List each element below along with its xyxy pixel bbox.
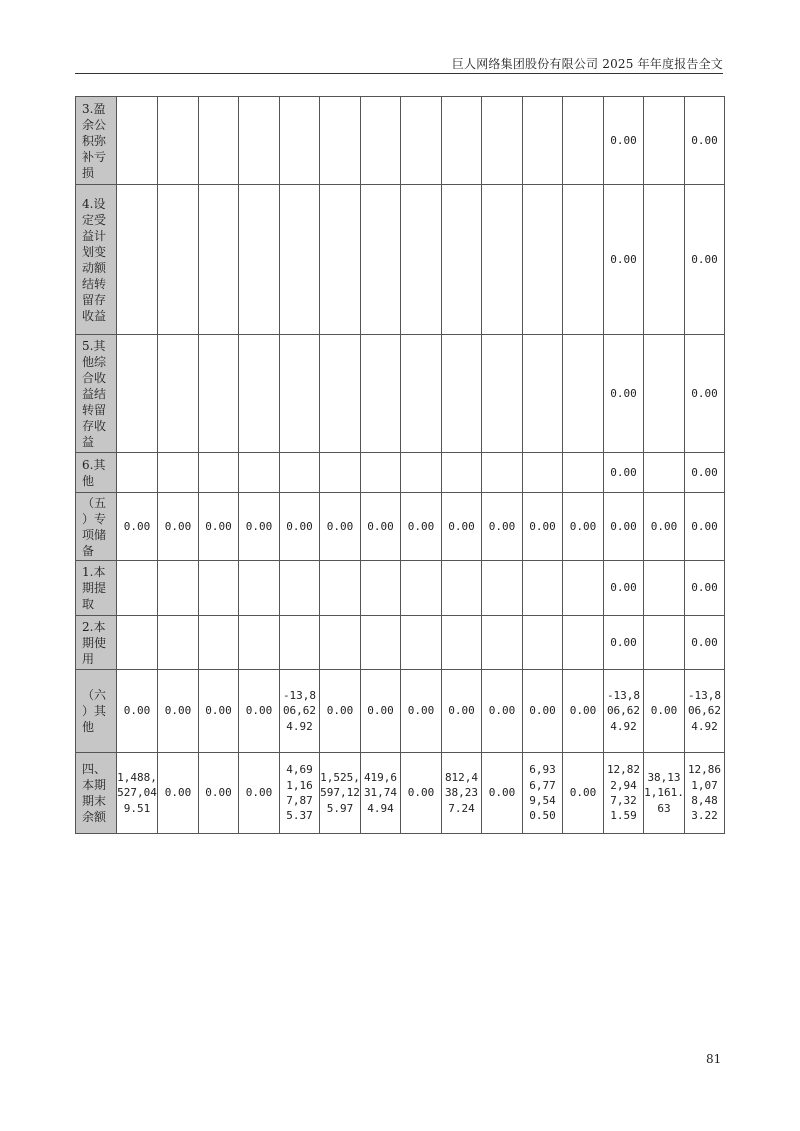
table-cell: 0.00 [117,493,158,561]
row-label: （六）其他 [76,670,117,753]
table-cell [320,335,361,453]
table-cell: 0.00 [239,753,280,834]
table-cell [523,561,563,616]
table-cell [523,616,563,670]
table-cell: 0.00 [199,753,239,834]
table-cell: 0.00 [685,453,725,493]
table-cell [563,185,604,335]
table-cell [401,335,442,453]
table-cell [401,453,442,493]
table-cell [199,453,239,493]
table-cell: 0.00 [644,670,685,753]
table-cell: 0.00 [482,753,523,834]
table-cell: 0.00 [239,493,280,561]
table-cell [563,453,604,493]
table-row [76,97,725,185]
table-cell [199,561,239,616]
table-cell [644,185,685,335]
table-cell: 0.00 [604,561,644,616]
table-cell [117,185,158,335]
table-cell [442,453,482,493]
table-cell: 0.00 [604,616,644,670]
table-cell: 4,691,167,875.37 [280,753,320,834]
row-label: 2.本期使用 [76,616,117,670]
table-cell: 0.00 [482,670,523,753]
table-row [76,561,725,616]
page-header [75,52,723,74]
table-cell [523,335,563,453]
table-cell [442,97,482,185]
table-cell: 0.00 [604,453,644,493]
table-cell [280,97,320,185]
row-label: 3.盈余公积弥补亏损 [76,97,117,185]
table-cell: 0.00 [158,493,199,561]
table-row [76,185,725,335]
table-cell [482,97,523,185]
table-cell: 0.00 [199,493,239,561]
row-label: 4.设定受益计划变动额结转留存收益 [76,185,117,335]
table-cell: 0.00 [158,670,199,753]
table-cell [361,561,401,616]
table-cell [280,561,320,616]
table-cell: -13,806,624.92 [604,670,644,753]
table-cell [199,185,239,335]
table-cell [644,616,685,670]
table-cell: 0.00 [604,185,644,335]
table-cell [401,561,442,616]
table-cell [280,335,320,453]
table-cell: 0.00 [239,670,280,753]
row-label: 四、本期期末余额 [76,753,117,834]
table-cell [482,335,523,453]
table-row [76,670,725,753]
table-cell: 0.00 [320,493,361,561]
report-title: 巨人网络集团股份有限公司 2025 年年度报告全文 [451,57,723,71]
table-cell: 812,438,237.24 [442,753,482,834]
table-cell [523,97,563,185]
table-cell: 1,525,597,125.97 [320,753,361,834]
table-cell [280,453,320,493]
table-cell [239,97,280,185]
table-cell [442,561,482,616]
table-cell [401,97,442,185]
table-cell: 0.00 [685,335,725,453]
table-cell: 0.00 [563,493,604,561]
table-cell [401,616,442,670]
table-cell [644,561,685,616]
table-cell [442,185,482,335]
table-cell [158,335,199,453]
table-cell: 0.00 [401,670,442,753]
table-cell [117,616,158,670]
table-cell [361,616,401,670]
table-cell: 0.00 [401,753,442,834]
table-cell [320,97,361,185]
table-cell: -13,806,624.92 [280,670,320,753]
table-cell: 0.00 [685,616,725,670]
table-cell [158,616,199,670]
table-cell [320,185,361,335]
table-cell: 0.00 [442,670,482,753]
table-cell [523,185,563,335]
row-label: 5.其他综合收益结转留存收益 [76,335,117,453]
table-cell: 0.00 [604,493,644,561]
table-cell [361,453,401,493]
table-cell: 0.00 [442,493,482,561]
table-cell: 0.00 [320,670,361,753]
table-cell: 0.00 [685,97,725,185]
table-cell [442,616,482,670]
page-number: 81 [706,1052,722,1066]
table-cell [199,616,239,670]
table-cell: -13,806,624.92 [685,670,725,753]
equity-changes-table [75,96,725,834]
table-cell: 1,488,527,049.51 [117,753,158,834]
table-cell: 6,936,779,540.50 [523,753,563,834]
table-cell [482,561,523,616]
table-cell [361,185,401,335]
table-cell [239,335,280,453]
table-cell [320,616,361,670]
row-label: 6.其他 [76,453,117,493]
table-cell: 0.00 [361,670,401,753]
table-cell [523,453,563,493]
table-cell [563,97,604,185]
table-cell: 0.00 [685,185,725,335]
table-cell [361,97,401,185]
table-cell [320,453,361,493]
table-cell: 0.00 [158,753,199,834]
table-cell [644,97,685,185]
table-cell: 0.00 [644,493,685,561]
table-row [76,453,725,493]
table-cell: 0.00 [685,561,725,616]
table-cell: 419,631,744.94 [361,753,401,834]
table-cell [117,561,158,616]
table-cell: 12,861,078,483.22 [685,753,725,834]
table-cell: 0.00 [199,670,239,753]
table-cell [158,97,199,185]
table-row [76,753,725,834]
table-cell: 0.00 [563,670,604,753]
table-cell [563,616,604,670]
table-cell [320,561,361,616]
table-cell [361,335,401,453]
table-row [76,493,725,561]
table-cell [199,335,239,453]
table-cell: 0.00 [280,493,320,561]
table-cell: 0.00 [563,753,604,834]
table-cell [280,185,320,335]
table-cell: 0.00 [685,493,725,561]
table-cell: 0.00 [604,97,644,185]
table-cell: 0.00 [523,493,563,561]
table-cell [117,335,158,453]
table-cell: 0.00 [401,493,442,561]
table-cell: 0.00 [361,493,401,561]
table-cell [482,453,523,493]
table-cell [158,561,199,616]
table-cell [482,185,523,335]
table-cell [563,335,604,453]
table-cell: 0.00 [604,335,644,453]
table-cell [442,335,482,453]
table-cell [644,335,685,453]
table-cell [199,97,239,185]
table-cell: 38,131,161.63 [644,753,685,834]
table-cell [482,616,523,670]
table-cell [239,453,280,493]
table-cell: 0.00 [117,670,158,753]
table-cell [563,561,604,616]
table-row [76,335,725,453]
table-cell [158,185,199,335]
table-cell [280,616,320,670]
table-cell: 0.00 [523,670,563,753]
table-cell [239,561,280,616]
table-cell [117,97,158,185]
table-cell [644,453,685,493]
table-row [76,616,725,670]
table-cell: 0.00 [482,493,523,561]
table-cell: 12,822,947,321.59 [604,753,644,834]
row-label: （五）专项储备 [76,493,117,561]
table-cell [158,453,199,493]
table-cell [117,453,158,493]
table-cell [239,616,280,670]
table-cell [401,185,442,335]
table-cell [239,185,280,335]
row-label: 1.本期提取 [76,561,117,616]
